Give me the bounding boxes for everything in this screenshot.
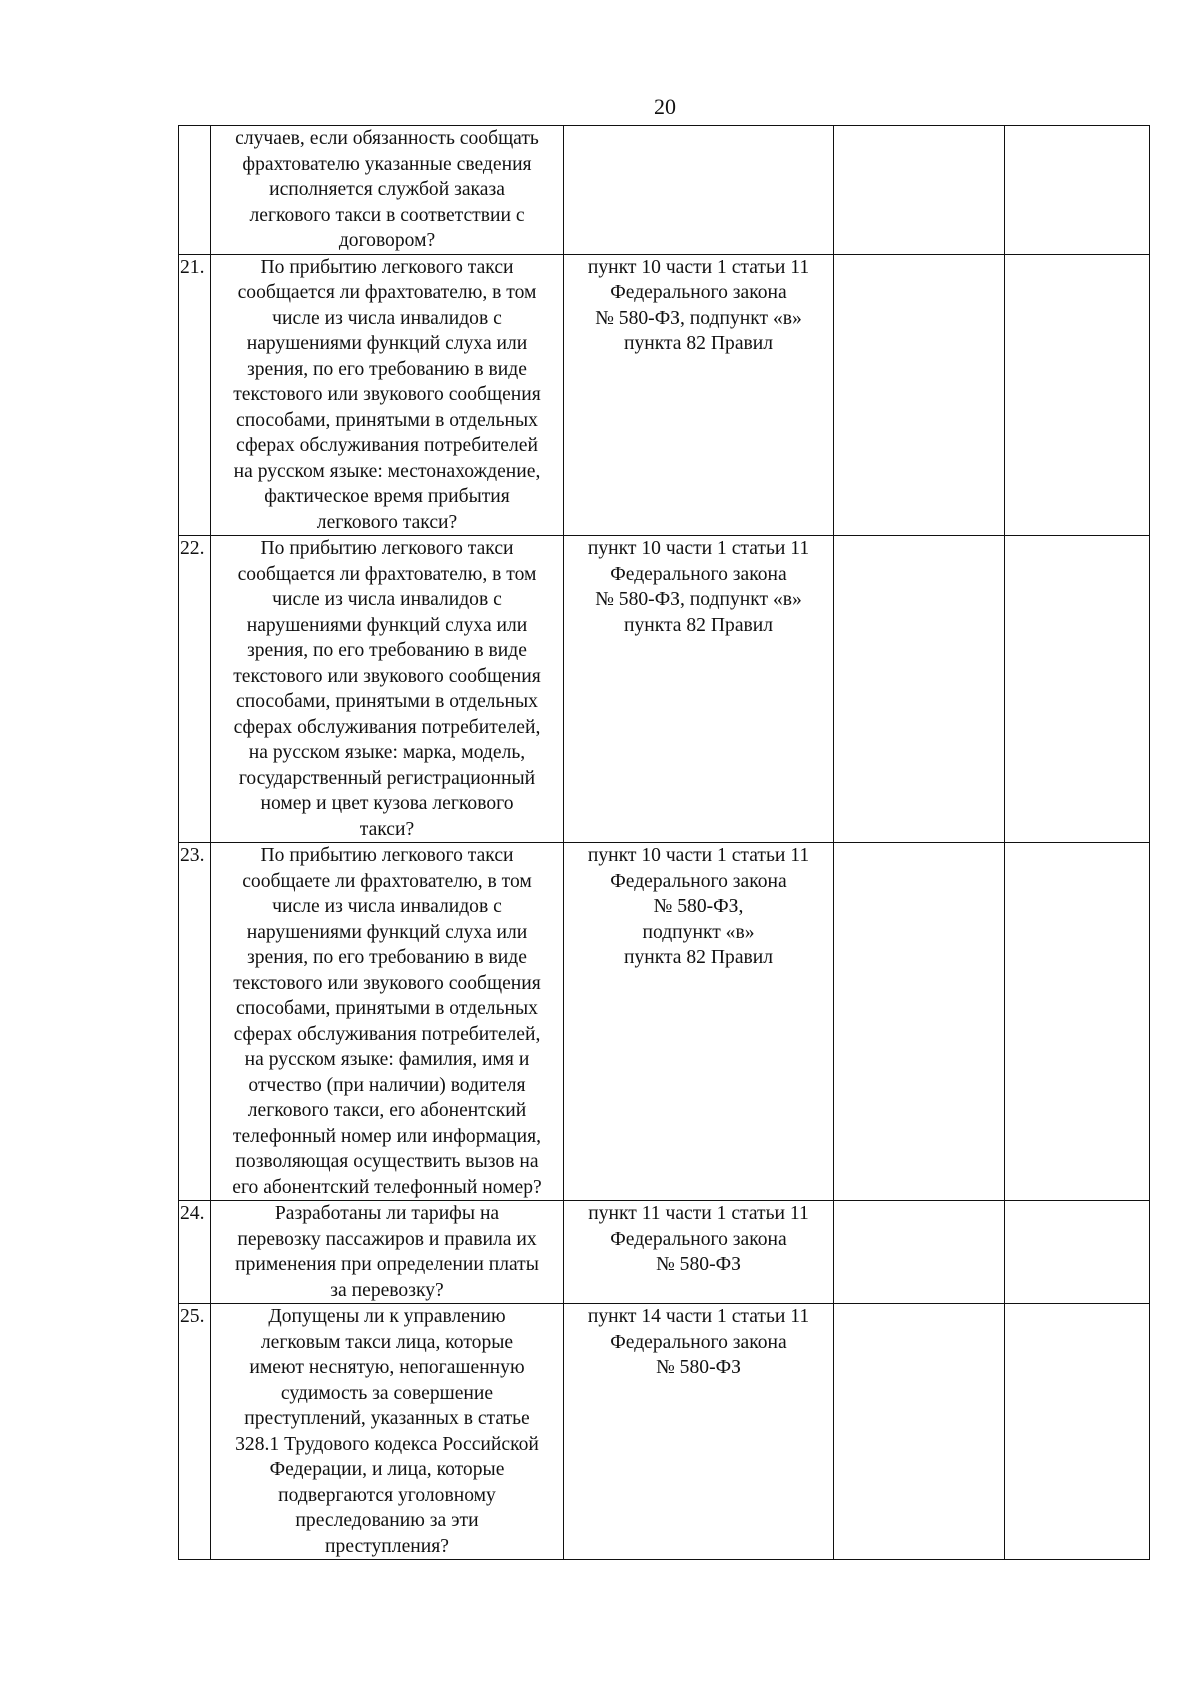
row-number-cell: 22.	[179, 536, 211, 843]
question-line: сообщается ли фрахтователю, в том	[237, 282, 537, 303]
reference-line: пункта 82 Правил	[623, 333, 774, 354]
reference-line: пункта 82 Правил	[623, 614, 774, 636]
question-line: Разработаны ли тарифы на	[274, 1203, 500, 1224]
reference-line: пункта 82 Правил	[623, 947, 774, 968]
note-cell	[1005, 843, 1150, 1201]
reference-line: пункт 10 части 1 статьи 11	[587, 845, 810, 866]
note-cell	[1005, 254, 1150, 536]
reference-line: Федерального закона	[610, 1228, 787, 1250]
reference-line: № 580-ФЗ, подпункт «в»	[595, 307, 802, 329]
note-cell	[1005, 1201, 1150, 1304]
question-line: телефонный номер или информация,	[232, 1125, 542, 1147]
table-row	[179, 254, 1150, 536]
question-line: числе из числа инвалидов с	[272, 896, 502, 917]
row-number-cell: 21.	[179, 254, 211, 536]
question-line: имеют неснятую, непогашенную	[249, 1357, 525, 1378]
question-line: легкового такси в соответствии с	[249, 204, 525, 226]
page-number: 20	[654, 94, 676, 119]
question-line: на русском языке: марка, модель,	[248, 742, 526, 763]
legal-reference-cell	[564, 1304, 834, 1560]
checklist-table-body	[179, 126, 1150, 1560]
question-line: случаев, если обязанность сообщать	[235, 128, 539, 149]
question-line: числе из числа инвалидов с	[272, 589, 502, 610]
question-line: договором?	[338, 230, 436, 251]
question-line: сферах обслуживания потребителей	[236, 435, 538, 456]
question-line: легковым такси лица, которые	[260, 1331, 514, 1353]
question-line: Федерации, и лица, которые	[269, 1459, 505, 1480]
question-line: 328.1 Трудового кодекса Российской	[235, 1433, 539, 1455]
reference-line: пункт 10 части 1 статьи 11	[587, 256, 810, 278]
reference-line: Федерального закона	[610, 870, 787, 892]
question-line: текстового или звукового сообщения	[233, 665, 541, 687]
question-line: государственный регистрационный	[238, 767, 536, 789]
question-line: такси?	[359, 818, 415, 840]
legal-reference-cell	[564, 254, 834, 536]
question-cell	[211, 1201, 564, 1304]
table-row	[179, 1201, 1150, 1304]
question-line: нарушениями функций слуха или	[246, 921, 528, 943]
row-number-cell	[179, 126, 211, 255]
reference-line: Федерального закона	[610, 1331, 787, 1353]
question-line: преследованию за эти	[295, 1510, 479, 1531]
question-line: По прибытию легкового такси	[260, 845, 514, 866]
note-cell	[1005, 126, 1150, 255]
row-number-cell: 25.	[179, 1304, 211, 1560]
question-line: его абонентский телефонный номер?	[232, 1176, 542, 1198]
question-line: фактическое время прибытия	[264, 486, 510, 507]
question-line: на русском языке: фамилия, имя и	[244, 1049, 530, 1070]
question-line: Допущены ли к управлению	[268, 1306, 506, 1327]
question-line: преступлений, указанных в статье	[244, 1408, 530, 1429]
question-line: текстового или звукового сообщения	[233, 384, 541, 405]
question-cell	[211, 536, 564, 843]
question-line: за перевозку?	[330, 1279, 444, 1301]
question-line: перевозку пассажиров и правила их	[237, 1228, 537, 1250]
question-line: судимость за совершение	[280, 1382, 494, 1404]
question-line: сообщается ли фрахтователю, в том	[237, 563, 537, 585]
checklist-table	[178, 125, 1150, 1560]
question-line: исполняется службой заказа	[269, 179, 505, 200]
question-line: отчество (при наличии) водителя	[248, 1074, 526, 1096]
question-cell	[211, 126, 564, 255]
note-cell	[1005, 536, 1150, 843]
reference-line: № 580-ФЗ,	[653, 896, 744, 917]
question-line: способами, принятыми в отдельных	[236, 691, 538, 712]
legal-reference-cell	[564, 536, 834, 843]
reference-line: № 580-ФЗ	[656, 1254, 741, 1275]
reference-line: № 580-ФЗ, подпункт «в»	[595, 589, 802, 610]
question-line: позволяющая осуществить вызов на	[235, 1151, 539, 1172]
question-cell	[211, 254, 564, 536]
question-line: зрения, по его требованию в виде	[247, 947, 527, 968]
table-row	[179, 843, 1150, 1201]
question-line: зрения, по его требованию в виде	[247, 640, 527, 661]
question-line: сферах обслуживания потребителей,	[233, 1023, 541, 1045]
note-cell	[1005, 1304, 1150, 1560]
question-line: нарушениями функций слуха или	[246, 333, 528, 354]
question-line: фрахтователю указанные сведения	[242, 153, 532, 175]
question-line: По прибытию легкового такси	[260, 256, 514, 278]
question-line: легкового такси, его абонентский	[247, 1100, 527, 1121]
question-line: текстового или звукового сообщения	[233, 972, 541, 994]
answer-cell	[834, 126, 1005, 255]
question-line: числе из числа инвалидов с	[272, 307, 502, 329]
answer-cell	[834, 254, 1005, 536]
row-number-cell: 24.	[179, 1201, 211, 1304]
answer-cell	[834, 1304, 1005, 1560]
question-cell	[211, 1304, 564, 1560]
question-line: подвергаются уголовному	[278, 1484, 496, 1506]
legal-reference-cell	[564, 1201, 834, 1304]
reference-line: подпункт «в»	[642, 921, 755, 943]
question-line: применения при определении платы	[235, 1254, 539, 1275]
reference-line: пункт 10 части 1 статьи 11	[587, 538, 810, 559]
reference-line: пункт 11 части 1 статьи 11	[588, 1203, 809, 1224]
legal-reference-cell	[564, 126, 834, 255]
question-line: легкового такси?	[316, 511, 458, 533]
table-row	[179, 126, 1150, 255]
question-line: сферах обслуживания потребителей,	[233, 716, 541, 738]
question-line: номер и цвет кузова легкового	[260, 793, 514, 814]
question-line: на русском языке: местонахождение,	[233, 460, 541, 482]
question-line: способами, принятыми в отдельных	[236, 409, 538, 431]
reference-line: № 580-ФЗ	[656, 1357, 741, 1378]
answer-cell	[834, 1201, 1005, 1304]
table-row	[179, 1304, 1150, 1560]
question-line: способами, принятыми в отдельных	[236, 998, 538, 1019]
table-row	[179, 536, 1150, 843]
question-line: нарушениями функций слуха или	[246, 614, 528, 636]
reference-line: Федерального закона	[610, 563, 787, 585]
reference-line: пункт 14 части 1 статьи 11	[587, 1306, 810, 1327]
question-line: зрения, по его требованию в виде	[247, 358, 527, 380]
question-line: сообщаете ли фрахтователю, в том	[242, 870, 532, 892]
question-cell	[211, 843, 564, 1201]
legal-reference-cell	[564, 843, 834, 1201]
question-line: По прибытию легкового такси	[260, 538, 514, 559]
reference-line: Федерального закона	[610, 282, 787, 303]
answer-cell	[834, 843, 1005, 1201]
answer-cell	[834, 536, 1005, 843]
question-line: преступления?	[325, 1535, 449, 1557]
row-number-cell: 23.	[179, 843, 211, 1201]
